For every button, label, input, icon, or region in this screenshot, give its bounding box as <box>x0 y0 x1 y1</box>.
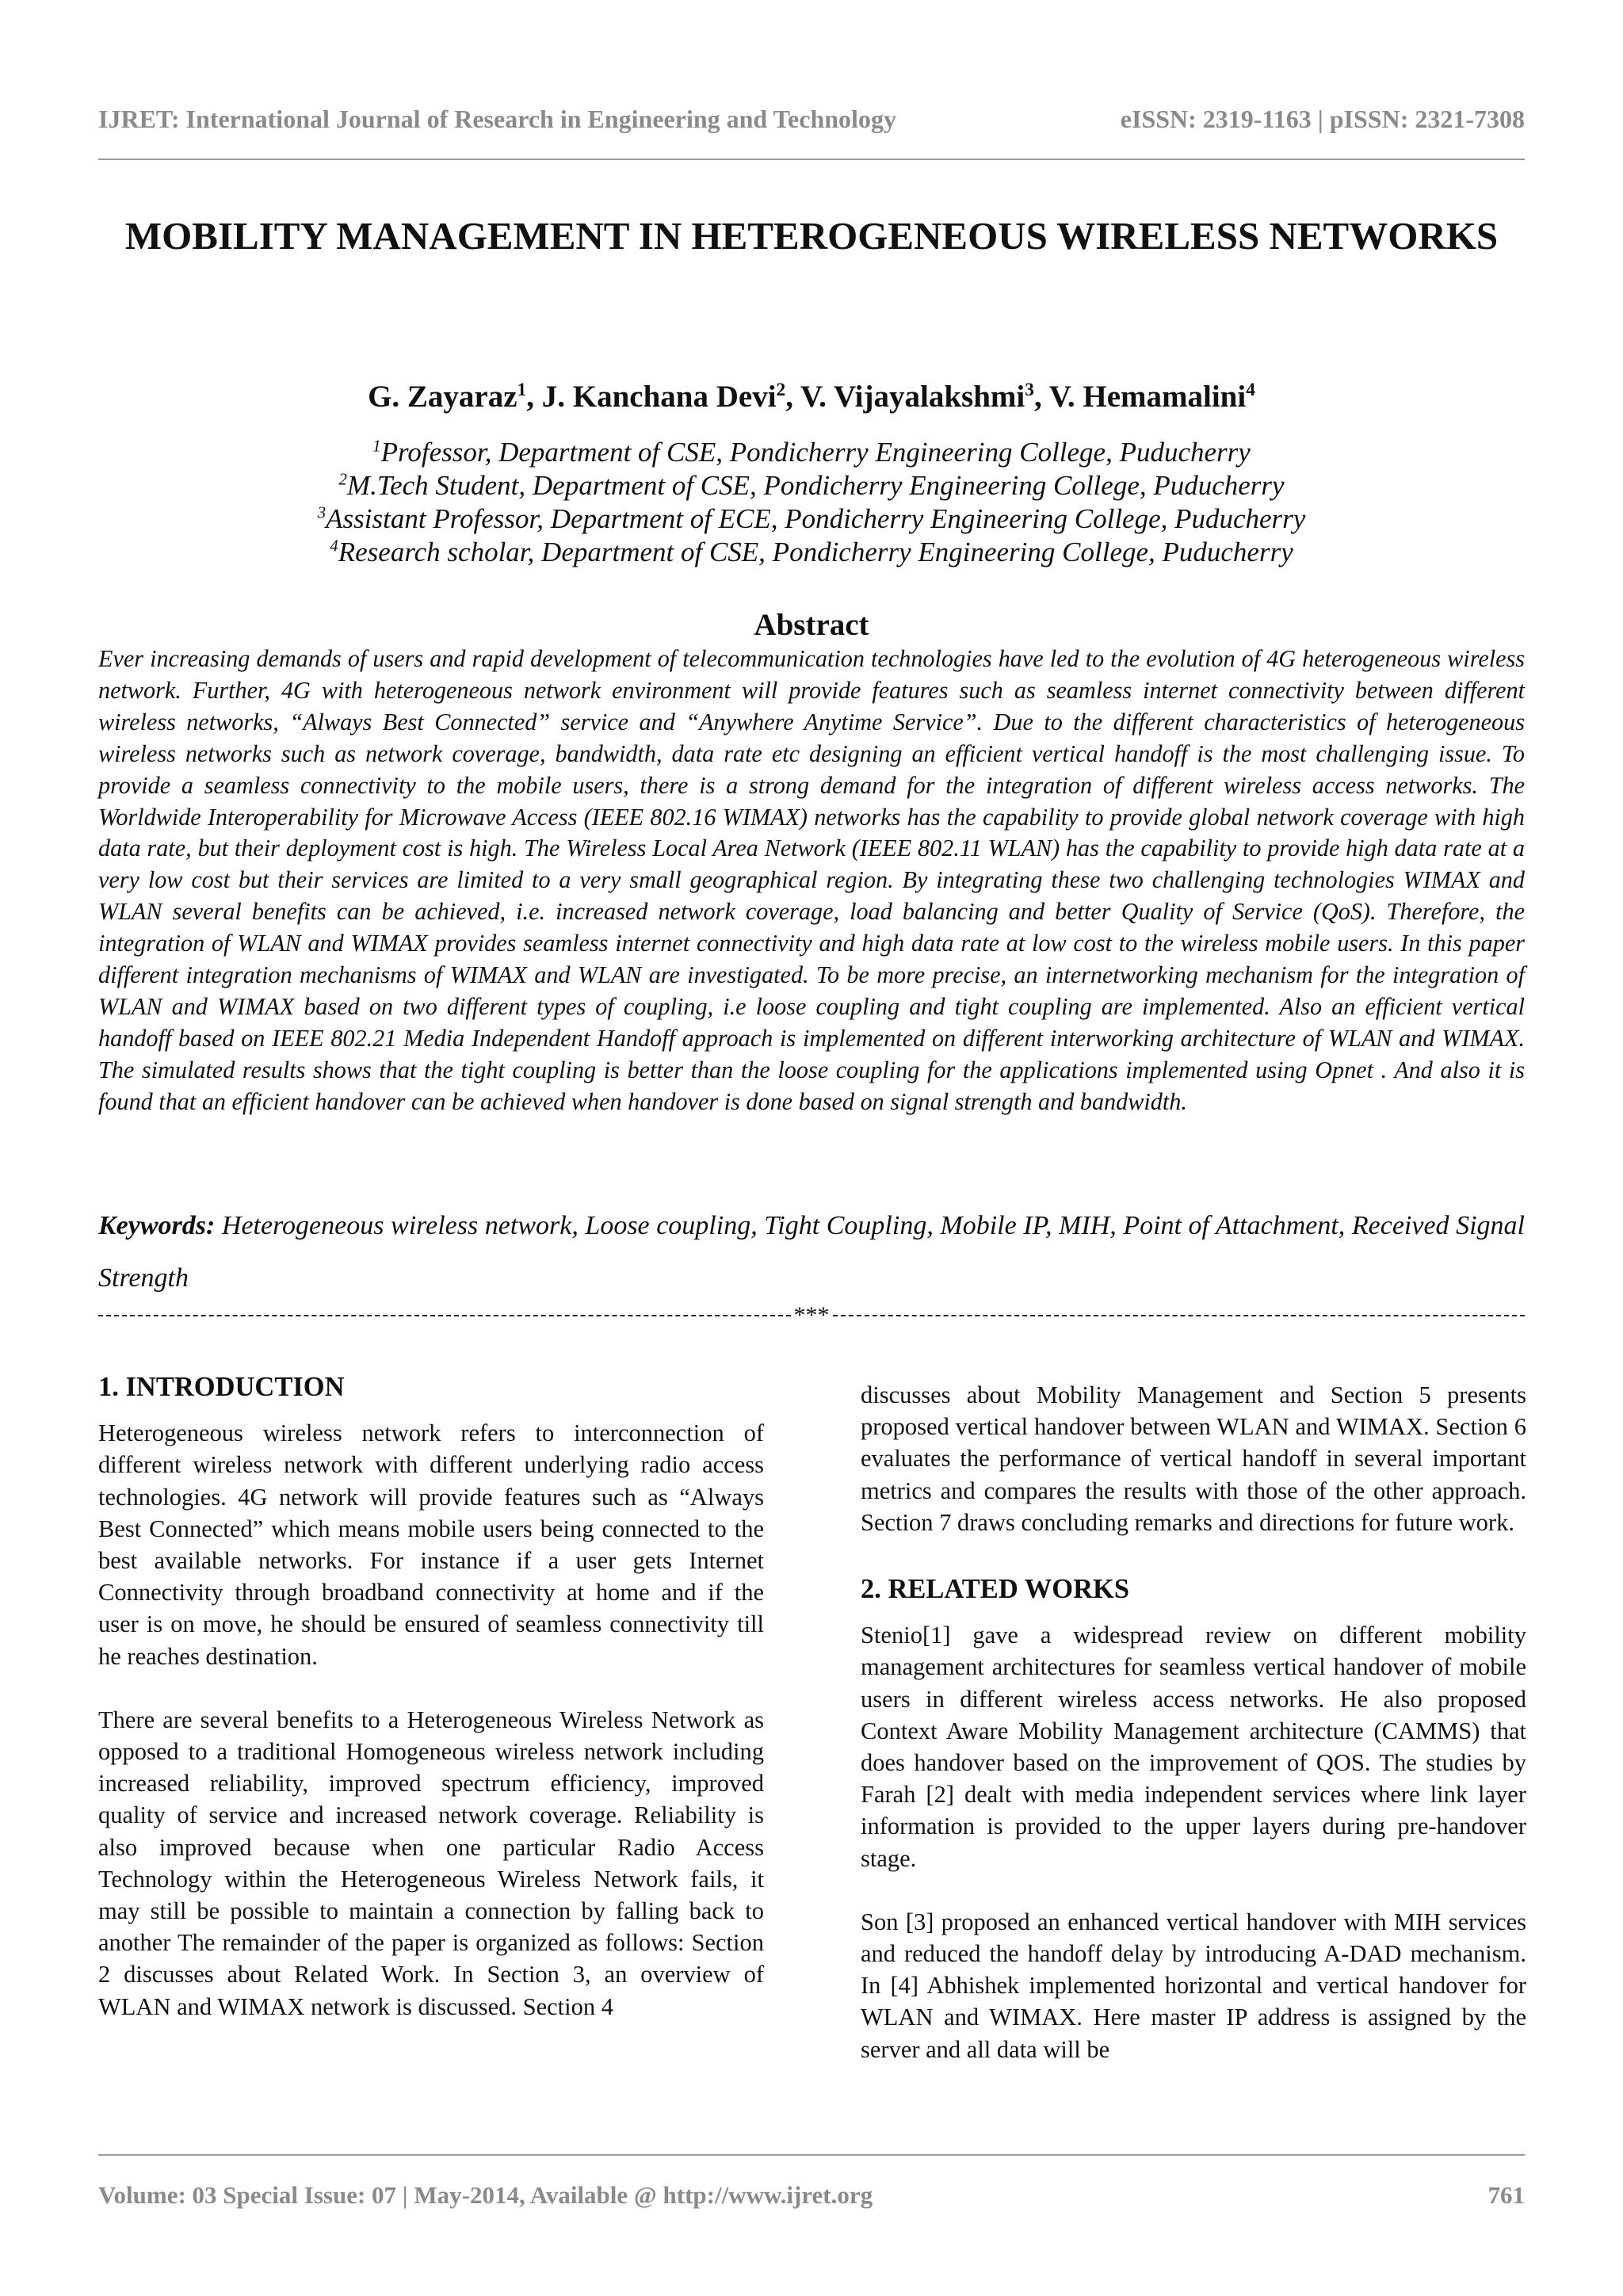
separator-dash-left <box>98 1315 791 1316</box>
abstract-heading: Abstract <box>754 608 869 642</box>
separator-stars: *** <box>793 1302 830 1328</box>
author: V. Vijayalakshmi$^3$, <box>800 380 1049 414</box>
running-header <box>98 95 1525 143</box>
keywords-text: Heterogeneous wireless network, Loose coupling, Tight Coupling, Mobile IP, MIH, Point of Attachment, Received Signal Strength <box>98 1211 1526 1293</box>
affiliation-list <box>0 436 1623 569</box>
keywords-label: Keywords: <box>98 1211 216 1240</box>
separator-dash-right <box>833 1315 1526 1316</box>
affiliation: $^4$Research scholar, Department of CSE, Pondicherry Engineering College, Puducherry <box>330 536 1293 567</box>
journal-name: IJRET: International Journal of Research in Engineering and Technology <box>98 104 896 133</box>
footer-divider <box>98 2154 1525 2156</box>
introduction-heading: 1. INTRODUCTION <box>98 1372 345 1402</box>
left-column <box>98 1371 764 2023</box>
author: G. Zayaraz$^1$, <box>368 380 542 414</box>
introduction-paragraph-2: There are several benefits to a Heterogeneous Wireless Network as opposed to a traditional Homogeneous wireless network including increased reliability, improved spectrum efficiency, improved quality of service and increased network coverage. Reliability is also improved because when one particular Radio Access Technology within the Heterogeneous Wireless Network fails, it may still be possible to maintain a connection by falling back to another The remainder of the paper is organized as follows: Section 2 discusses about Related Work. In Section 3, an overview of WLAN and WIMAX network is discussed. Section 4 <box>98 1706 764 2020</box>
running-footer <box>98 2173 1525 2218</box>
paper-title: MOBILITY MANAGEMENT IN HETEROGENEOUS WIRELESS NETWORKS <box>124 214 1499 258</box>
related-works-paragraph-2: Son [3] proposed an enhanced vertical handover with MIH services and reduced the handoff delay by introducing A-DAD mechanism. In [4] Abhishek implemented horizontal and vertical handover for WLAN and WIMAX. Here master IP address is assigned by the server and all data will be <box>861 1908 1526 2063</box>
related-works-paragraph-1: Stenio[1] gave a widespread review on different mobility management architectures for seamless vertical handover of mobile users in different wireless access networks. He also proposed Context Aware Mobility Management architecture (CAMMS) that does handover based on the improvement of QOS. The studies by Farah [2] dealt with media independent services where link layer information is provided to the upper layers during pre-handover stage. <box>861 1622 1526 1872</box>
affiliation: $^2$M.Tech Student, Department of CSE, Pondicherry Engineering College, Puducherry <box>338 469 1285 501</box>
section-separator <box>98 1300 1525 1331</box>
abstract-text: Ever increasing demands of users and rapid development of telecommunication technologies have led to the evolution of 4G heterogeneous wireless network. Further, 4G with heterogeneous network environment will provide features such as seamless internet connectivity between different wireless networks, “Always Best Connected” service and “Anywhere Anytime Service”. Due to the different characteristics of heterogeneous wireless networks such as network coverage, bandwidth, data rate etc designing an efficient vertical handoff is the most challenging issue. To provide a seamless connectivity to the mobile users, there is a strong demand for the integration of different wireless access networks. The Worldwide Interoperability for Microwave Access (IEEE 802.16 WIMAX) networks has the capability to provide global network coverage with high data rate, but their deployment cost is high. The Wireless Local Area Network (IEEE 802.11 WLAN) has the capability to provide high data rate at a very low cost but their services are limited to a very small geographical region. By integrating these two challenging technologies WIMAX and WLAN several benefits can be achieved, i.e. increased network coverage, load balancing and better Quality of Service (QoS). Therefore, the integration of WLAN and WIMAX provides seamless internet connectivity and high data rate at low cost to the wireless mobile users. In this paper different integration mechanisms of WIMAX and WLAN are investigated. To be more precise, an internetworking mechanism for the integration of WLAN and WIMAX based on two different types of coupling, i.e loose coupling and tight coupling are implemented. Also an efficient vertical handoff based on IEEE 802.21 Media Independent Handoff approach is implemented on different interworking architecture of WLAN and WIMAX. The simulated results shows that the tight coupling is better than the loose coupling for the applications implemented using Opnet . And also it is found that an efficient handover can be achieved when handover is done based on signal strength and bandwidth. <box>98 645 1525 1115</box>
author-list <box>0 379 1623 415</box>
issn: eISSN: 2319-1163 | pISSN: 2321-7308 <box>1120 104 1525 133</box>
introduction-paragraph-3: discusses about Mobility Management and Section 5 presents proposed vertical handover between WLAN and WIMAX. Section 6 evaluates the performance of vertical handoff in several important metrics and compares the results with those of the other approach. Section 7 draws concluding remarks and directions for future work. <box>861 1381 1526 1536</box>
affiliation: $^3$Assistant Professor, Department of ECE, Pondicherry Engineering College, Puducherry <box>317 502 1306 534</box>
right-column <box>861 1379 1526 2065</box>
author: J. Kanchana Devi$^2$, <box>541 380 801 414</box>
author: V. Hemamalini$^4$ <box>1048 380 1255 414</box>
page-number: 761 <box>1487 2181 1525 2209</box>
affiliation: $^1$Professor, Department of CSE, Pondicherry Engineering College, Puducherry <box>372 436 1251 468</box>
keywords-block <box>98 1200 1525 1305</box>
related-works-heading: 2. RELATED WORKS <box>861 1574 1130 1605</box>
volume-info: Volume: 03 Special Issue: 07 | May-2014, Available @ http://www.ijret.org <box>98 2181 873 2209</box>
introduction-paragraph-1: Heterogeneous wireless network refers to interconnection of different wireless network with different underlying radio access technologies. 4G network will provide features such as “Always Best Connected” which means mobile users being connected to the best available networks. For instance if a user gets Internet Connectivity through broadband connectivity at home and if the user is on move, he should be ensured of seamless connectivity till he reaches destination. <box>98 1419 764 1670</box>
header-divider <box>98 159 1525 160</box>
